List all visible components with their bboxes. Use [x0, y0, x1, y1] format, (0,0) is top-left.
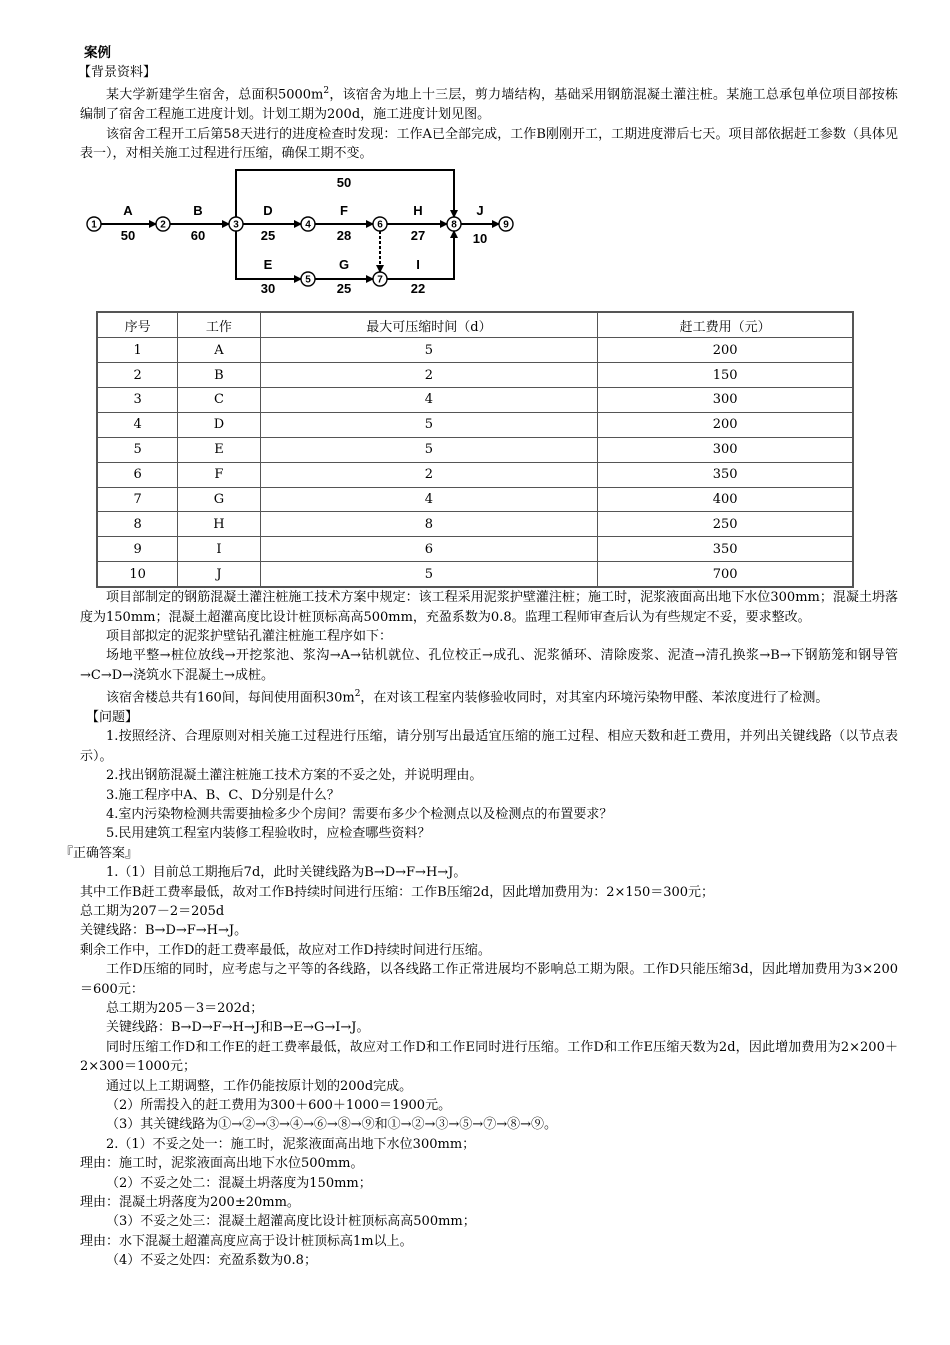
- node-5-label: 5: [305, 274, 311, 286]
- answer-line: （4）不妥之处四：充盈系数为0.8；: [106, 1253, 317, 1269]
- answer-line: 关键线路：B→D→F→H→J。: [80, 923, 248, 939]
- table-header-cell: 赶工费用（元）: [598, 312, 853, 337]
- table-cell: 5: [260, 412, 598, 437]
- node-9-label: 9: [503, 219, 509, 231]
- activity-duration-e: 30: [260, 281, 276, 297]
- table-cell: I: [178, 537, 260, 562]
- answer-line: 理由：水下混凝土超灌高度应高于设计桩顶标高1m以上。: [80, 1233, 413, 1249]
- answer-line: （3）其关键线路为①→②→③→④→⑥→⑧→⑨和①→②→③→⑤→⑦→⑧→⑨。: [106, 1117, 557, 1133]
- node-4-label: 4: [305, 219, 311, 231]
- document-page: [60, 44, 898, 1271]
- table-cell: 200: [598, 412, 853, 437]
- table-cell: 9: [97, 537, 178, 562]
- table-cell: 10: [97, 562, 178, 587]
- table-row: [97, 537, 853, 562]
- after-table-paragraph-1: 项目部制定的钢筋混凝土灌注桩施工技术方案中规定：该工程采用泥浆护壁灌注桩；施工时，泥浆液面高出地下水位300mm；混凝土坍落度为150mm；混凝土超灌高度比设计桩顶标高高500mm，充盈系数为0.8。监理工程师审查后认为有些规定不妥，要求整改。: [80, 590, 898, 625]
- node-2-label: 2: [160, 219, 166, 231]
- table-cell: 7: [97, 487, 178, 512]
- answer-line: 1.（1）目前总工期拖后7d，此时关键线路为B→D→F→H→J。: [106, 865, 467, 881]
- table-cell: J: [178, 562, 260, 587]
- background-heading: 【背景资料】: [78, 65, 157, 80]
- table-cell: A: [178, 338, 260, 363]
- table-cell: G: [178, 487, 260, 512]
- activity-name-i: I: [416, 257, 420, 273]
- table-cell: 5: [260, 437, 598, 462]
- background-paragraph-1: 某大学新建学生宿舍，总面积$5000m^2$，该宿舍为地上十三层，剪力墙结构，基础采用钢筋混凝土灌注桩。某施工总承包单位项目部按栋编制了宿舍工程施工进度计划。计划工期为200d，施工进度计划见图。: [80, 86, 898, 123]
- question-5: 5.民用建筑工程室内装修工程验收时，应检查哪些资料？: [106, 826, 431, 842]
- table-cell: 150: [598, 363, 853, 388]
- node-6-label: 6: [377, 219, 383, 231]
- answer-line: （2）所需投入的赶工费用为300＋600＋1000＝1900元。: [106, 1098, 452, 1114]
- table-cell: 250: [598, 512, 853, 537]
- table-cell: 2: [97, 363, 178, 388]
- table-cell: 1: [97, 338, 178, 363]
- table-row: [97, 512, 853, 537]
- activity-duration-a: 50: [120, 228, 136, 244]
- answer-line: （3）不妥之处三：混凝土超灌高度比设计桩顶标高高500mm；: [106, 1214, 476, 1230]
- table-cell: 8: [260, 512, 598, 537]
- table-header-cell: 最大可压缩时间（d）: [260, 312, 598, 337]
- answer-line: 通过以上工期调整，工作仍能按原计划的200d完成。: [106, 1078, 413, 1094]
- table-cell: 350: [598, 462, 853, 487]
- table-row: [97, 562, 853, 587]
- activity-name-d: D: [263, 203, 273, 219]
- table-cell: 4: [260, 487, 598, 512]
- answer-line: 剩余工作中，工作D的赶工费率最低，故应对工作D持续时间进行压缩。: [80, 942, 491, 958]
- table-row: [97, 462, 853, 487]
- table-cell: 5: [260, 562, 598, 587]
- crash-parameter-table: [96, 311, 854, 588]
- activity-name-j: J: [476, 203, 484, 219]
- table-cell: 2: [260, 363, 598, 388]
- table-header-cell: 工作: [178, 312, 260, 337]
- table-cell: 2: [260, 462, 598, 487]
- network-diagram: [80, 163, 898, 311]
- answer-line: 2.（1）不妥之处一：施工时，泥浆液面高出地下水位300mm；: [106, 1136, 476, 1152]
- node-7-label: 7: [377, 274, 383, 286]
- activity-duration-h: 27: [410, 228, 426, 244]
- answer-line: 其中工作B赶工费率最低，故对工作B持续时间进行压缩：工作B压缩2d，因此增加费用为：2×150＝300元；: [80, 884, 715, 900]
- table-cell: 300: [598, 388, 853, 413]
- activity-name-h: H: [413, 203, 423, 219]
- table-header-cell: 序号: [97, 312, 178, 337]
- table-cell: C: [178, 388, 260, 413]
- questions-heading: 【问题】: [86, 709, 139, 725]
- table-row: [97, 363, 853, 388]
- case-title: 案例: [84, 45, 111, 61]
- question-2: 2.找出钢筋混凝土灌注桩施工技术方案的不妥之处，并说明理由。: [106, 768, 483, 784]
- activity-duration-d: 25: [260, 228, 276, 244]
- question-1: 1.按照经济、合理原则对相关施工过程进行压缩，请分别写出最适宜压缩的施工过程、相应天数和赶工费用，并列出关键线路（以节点表示）。: [80, 729, 898, 764]
- table-cell: 6: [260, 537, 598, 562]
- activity-name-a: A: [123, 203, 133, 219]
- rooms-paragraph: 该宿舍楼总共有160间，每间使用面积$30m^2$，在对该工程室内装修验收同时，对其室内环境污染物甲醛、苯浓度进行了检测。: [106, 689, 829, 706]
- table-cell: H: [178, 512, 260, 537]
- answer-line: 总工期为207－2＝205d: [80, 903, 225, 919]
- node-8-label: 8: [451, 219, 457, 231]
- table-cell: 8: [97, 512, 178, 537]
- answers: [80, 863, 898, 1271]
- activity-duration-f: 28: [336, 228, 352, 244]
- table-row: [97, 388, 853, 413]
- answer-line: （2）不妥之处二：混凝土坍落度为150mm；: [106, 1175, 372, 1191]
- activity-duration-c: 50: [336, 175, 352, 191]
- table-cell: E: [178, 437, 260, 462]
- activity-name-c: [339, 163, 349, 165]
- table-row: [97, 487, 853, 512]
- table-row: [97, 437, 853, 462]
- table-row: [97, 338, 853, 363]
- activity-name-g: G: [338, 257, 350, 273]
- answer-line: 关键线路：B→D→F→H→J和B→E→G→I→J。: [106, 1020, 370, 1036]
- table-cell: F: [178, 462, 260, 487]
- activity-duration-b: 60: [190, 228, 206, 244]
- network-diagram-svg: [80, 163, 898, 311]
- table-cell: 700: [598, 562, 853, 587]
- activity-duration-i: 22: [410, 281, 426, 297]
- answer-heading: 『正确答案』: [60, 845, 139, 861]
- answer-line: 总工期为205－3＝202d；: [106, 1001, 264, 1017]
- table-cell: 350: [598, 537, 853, 562]
- table-cell: 300: [598, 437, 853, 462]
- activity-duration-j: 10: [472, 231, 488, 247]
- answer-line: 理由：混凝土坍落度为200±20mm。: [80, 1195, 300, 1211]
- node-1-label: 1: [91, 219, 97, 231]
- table-cell: D: [178, 412, 260, 437]
- background-paragraph-2: 该宿舍工程开工后第58天进行的进度检查时发现：工作A已全部完成，工作B刚刚开工，工期进度滞后七天。项目部依据赶工参数（具体见表一），对相关施工过程进行压缩，确保工期不变。: [80, 126, 898, 161]
- answer-line: 工作D压缩的同时，应考虑与之平等的各线路，以各线路工作正常进展均不影响总工期为限。工作D只能压缩3d，因此增加费用为3×200＝600元：: [80, 962, 898, 997]
- activity-name-b: B: [193, 203, 203, 219]
- table-cell: 5: [260, 338, 598, 363]
- table-row: [97, 412, 853, 437]
- table-cell: 6: [97, 462, 178, 487]
- table-cell: 4: [260, 388, 598, 413]
- table-cell: B: [178, 363, 260, 388]
- table-cell: 400: [598, 487, 853, 512]
- after-table-paragraph-2: 项目部拟定的泥浆护壁钻孔灌注桩施工程序如下：: [106, 628, 393, 644]
- activity-duration-g: 25: [336, 281, 352, 297]
- after-table-paragraph-3: 场地平整→桩位放线→开挖浆池、浆沟→A→钻机就位、孔位校正→成孔、泥浆循环、清除废浆、泥渣→清孔换浆→B→下钢筋笼和钢导管→C→D→浇筑水下混凝土→成桩。: [80, 648, 898, 683]
- activity-name-e: E: [263, 257, 273, 273]
- question-3: 3.施工程序中A、B、C、D分别是什么？: [106, 787, 340, 803]
- table-cell: 3: [97, 388, 178, 413]
- activity-name-f: F: [340, 203, 348, 219]
- node-3-label: 3: [233, 219, 239, 231]
- answer-line: 理由：施工时，泥浆液面高出地下水位500mm。: [80, 1156, 364, 1172]
- table-cell: 200: [598, 338, 853, 363]
- table-cell: 4: [97, 412, 178, 437]
- table-header-row: [97, 312, 853, 337]
- answer-line: 同时压缩工作D和工作E的赶工费率最低，故应对工作D和工作E同时进行压缩。工作D和工作E压缩天数为2d，因此增加费用为2×200＋2×300＝1000元；: [80, 1039, 898, 1075]
- question-4: 4.室内污染物检测共需要抽检多少个房间？需要布多少个检测点以及检测点的布置要求？: [106, 806, 613, 822]
- table-cell: 5: [97, 437, 178, 462]
